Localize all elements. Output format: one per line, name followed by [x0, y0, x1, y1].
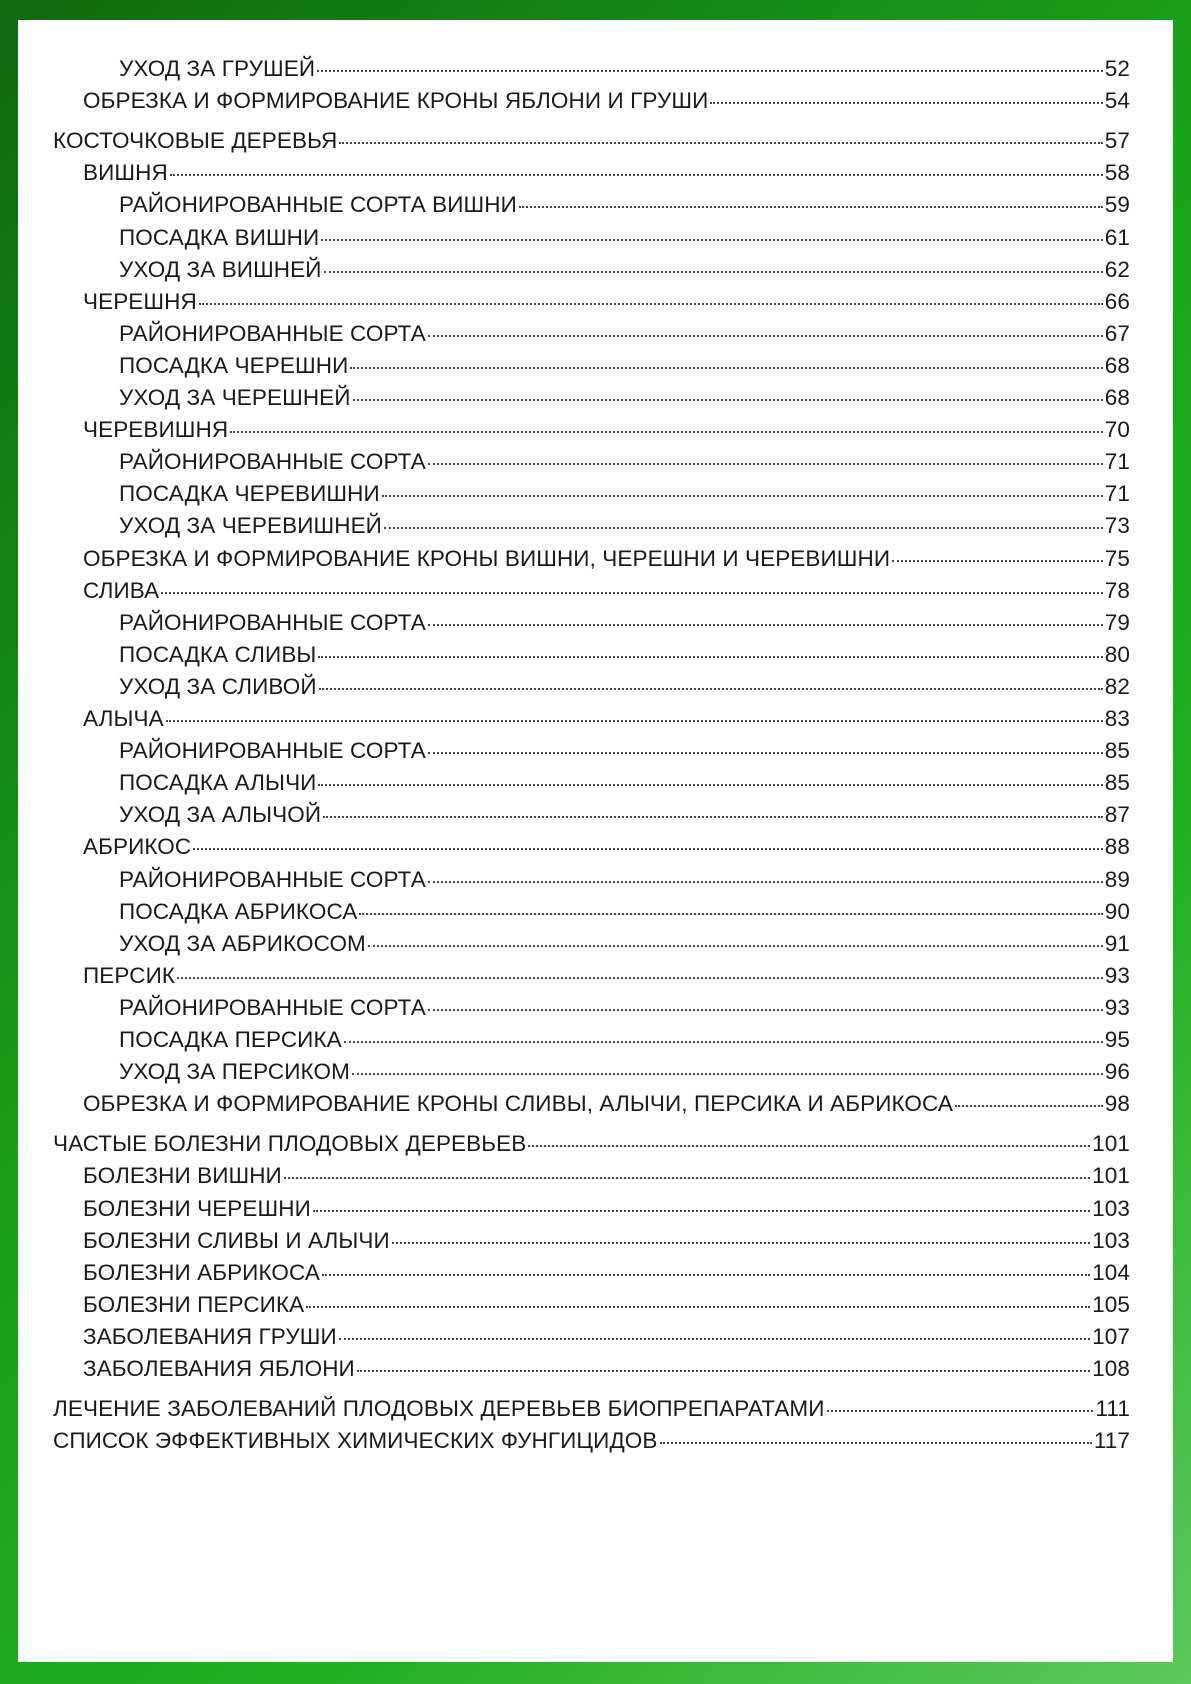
- toc-entry-page: 85: [1104, 770, 1130, 796]
- toc-entry-page: 95: [1104, 1027, 1130, 1052]
- toc-entry-title: ЧАСТЫЕ БОЛЕЗНИ ПЛОДОВЫХ ДЕРЕВЬЕВ: [53, 1131, 527, 1157]
- toc-entry-title: ПОСАДКА ПЕРСИКА: [119, 1027, 342, 1052]
- dot-leader: [955, 1105, 1103, 1107]
- toc-entry-page: 54: [1104, 88, 1130, 114]
- toc-entry-page: 108: [1092, 1356, 1130, 1381]
- toc-entry-title: ОБРЕЗКА И ФОРМИРОВАНИЕ КРОНЫ ВИШНИ, ЧЕРЕШНИ И ЧЕРЕВИШНИ: [83, 545, 891, 571]
- dot-leader: [177, 977, 1103, 979]
- toc-entry[interactable]: [119, 738, 1130, 772]
- toc-entry[interactable]: [83, 706, 1130, 740]
- toc-entry[interactable]: [119, 770, 1130, 804]
- toc-entry-page: 71: [1104, 481, 1130, 507]
- dot-leader: [166, 720, 1103, 722]
- toc-entry-page: 57: [1104, 128, 1130, 154]
- toc-entry-title: РАЙОНИРОВАННЫЕ СОРТА: [119, 320, 426, 346]
- toc-entry[interactable]: [119, 481, 1130, 515]
- toc-entry-title: РАЙОНИРОВАННЫЕ СОРТА: [119, 738, 426, 764]
- toc-entry[interactable]: [119, 192, 1130, 226]
- dot-leader: [339, 1338, 1090, 1340]
- dot-leader: [382, 495, 1103, 497]
- toc-entry-page: 80: [1104, 641, 1130, 667]
- toc-entry[interactable]: [83, 1324, 1130, 1358]
- toc-entry-page: 87: [1104, 802, 1130, 828]
- dot-leader: [344, 1041, 1103, 1043]
- toc-entry[interactable]: [53, 1396, 1130, 1430]
- toc-entry-title: ПОСАДКА ЧЕРЕШНИ: [119, 352, 349, 378]
- toc-entry[interactable]: [119, 642, 1130, 676]
- toc-entry-page: 103: [1092, 1195, 1130, 1221]
- toc-entry[interactable]: [119, 449, 1130, 483]
- toc-entry-page: 105: [1092, 1291, 1130, 1317]
- toc-entry[interactable]: [83, 1356, 1130, 1390]
- dot-leader: [428, 463, 1103, 465]
- toc-entry-page: 85: [1104, 738, 1130, 764]
- toc-entry-page: 61: [1104, 224, 1130, 250]
- toc-entry-title: УХОД ЗА ПЕРСИКОМ: [119, 1059, 350, 1085]
- toc-entry-title: БОЛЕЗНИ АБРИКОСА: [83, 1259, 320, 1285]
- toc-entry-page: 98: [1104, 1091, 1130, 1117]
- toc-entry-title: ПОСАДКА ВИШНИ: [119, 224, 320, 250]
- toc-entry-title: ЛЕЧЕНИЕ ЗАБОЛЕВАНИЙ ПЛОДОВЫХ ДЕРЕВЬЕВ БИОПРЕПАРАТАМИ: [53, 1396, 825, 1422]
- toc-entry-title: ПОСАДКА АБРИКОСА: [119, 898, 358, 924]
- toc-entry[interactable]: [119, 56, 1130, 90]
- toc-entry[interactable]: [83, 1163, 1130, 1197]
- toc-entry-page: 68: [1104, 352, 1130, 378]
- toc-entry-title: АБРИКОС: [83, 834, 192, 860]
- toc-entry-title: УХОД ЗА СЛИВОЙ: [119, 673, 317, 699]
- toc-entry-title: БОЛЕЗНИ ВИШНИ: [83, 1163, 282, 1189]
- toc-entry-page: 78: [1104, 577, 1130, 603]
- toc-entry[interactable]: [119, 674, 1130, 708]
- dot-leader: [170, 174, 1103, 176]
- dot-leader: [161, 592, 1103, 594]
- toc-entry-page: 62: [1104, 256, 1130, 282]
- toc-entry-page: 68: [1104, 385, 1130, 410]
- toc-entry[interactable]: [83, 1228, 1130, 1262]
- toc-entry-title: РАЙОНИРОВАННЫЕ СОРТА: [119, 866, 426, 892]
- toc-entry[interactable]: [83, 160, 1130, 194]
- toc-entry[interactable]: [83, 1196, 1130, 1230]
- dot-leader: [318, 784, 1102, 786]
- toc-entry[interactable]: [83, 88, 1130, 122]
- toc-entry-title: ЗАБОЛЕВАНИЯ ЯБЛОНИ: [83, 1356, 355, 1381]
- toc-entry[interactable]: [83, 289, 1130, 323]
- dot-leader: [318, 656, 1102, 658]
- toc-entry-title: УХОД ЗА АЛЫЧОЙ: [119, 802, 322, 828]
- toc-entry-title: ПЕРСИК: [83, 962, 176, 988]
- toc-entry-page: 71: [1104, 449, 1130, 475]
- toc-entry[interactable]: [119, 867, 1130, 901]
- toc-entry[interactable]: [83, 417, 1130, 451]
- dot-leader: [313, 1210, 1090, 1212]
- toc-entry-page: 101: [1092, 1163, 1130, 1189]
- toc-entry[interactable]: [119, 1027, 1130, 1061]
- dot-leader: [660, 1442, 1092, 1444]
- toc-entry-page: 111: [1095, 1396, 1130, 1422]
- dot-leader: [322, 1274, 1090, 1276]
- dot-leader: [323, 816, 1103, 818]
- dot-leader: [428, 881, 1103, 883]
- toc-entry-title: РАЙОНИРОВАННЫЕ СОРТА: [119, 449, 426, 475]
- toc-entry-title: УХОД ЗА АБРИКОСОМ: [119, 930, 366, 956]
- toc-entry[interactable]: [119, 353, 1130, 387]
- dot-leader: [428, 624, 1103, 626]
- toc-entry-title: ПОСАДКА ЧЕРЕВИШНИ: [119, 481, 380, 507]
- toc-entry-title: РАЙОНИРОВАННЫЕ СОРТА ВИШНИ: [119, 192, 517, 218]
- toc-entry-page: 88: [1104, 834, 1130, 860]
- dot-leader: [230, 431, 1103, 433]
- table-of-contents: [18, 20, 1173, 1662]
- dot-leader: [892, 560, 1103, 562]
- toc-entry[interactable]: [83, 578, 1130, 612]
- toc-entry[interactable]: [119, 899, 1130, 933]
- toc-entry-title: БОЛЕЗНИ ПЕРСИКА: [83, 1291, 305, 1317]
- toc-entry-title: УХОД ЗА ВИШНЕЙ: [119, 256, 322, 282]
- toc-entry-title: ЧЕРЕВИШНЯ: [83, 417, 229, 443]
- toc-entry-page: 75: [1104, 545, 1130, 571]
- toc-entry-page: 93: [1104, 994, 1130, 1020]
- toc-entry[interactable]: [119, 225, 1130, 259]
- toc-entry-title: ОБРЕЗКА И ФОРМИРОВАНИЕ КРОНЫ ЯБЛОНИ И ГРУШИ: [83, 88, 709, 114]
- toc-entry-page: 104: [1092, 1259, 1130, 1285]
- toc-entry-title: УХОД ЗА ЧЕРЕШНЕЙ: [119, 385, 351, 410]
- dot-leader: [352, 1073, 1103, 1075]
- toc-entry-title: СЛИВА: [83, 577, 160, 603]
- dot-leader: [306, 1306, 1090, 1308]
- toc-entry[interactable]: [83, 834, 1130, 868]
- toc-entry-page: 107: [1092, 1323, 1130, 1349]
- toc-entry[interactable]: [119, 802, 1130, 836]
- toc-entry-title: РАЙОНИРОВАННЫЕ СОРТА: [119, 994, 426, 1020]
- dot-leader: [710, 102, 1102, 104]
- toc-entry-title: БОЛЕЗНИ ЧЕРЕШНИ: [83, 1195, 311, 1221]
- toc-entry-title: АЛЫЧА: [83, 706, 164, 731]
- toc-entry-page: 93: [1104, 962, 1130, 988]
- dot-leader: [357, 1370, 1090, 1372]
- dot-leader: [359, 913, 1102, 915]
- toc-entry-title: СПИСОК ЭФФЕКТИВНЫХ ХИМИЧЕСКИХ ФУНГИЦИДОВ: [53, 1428, 658, 1454]
- toc-entry-page: 91: [1104, 930, 1130, 956]
- dot-leader: [353, 399, 1103, 401]
- dot-leader: [317, 70, 1103, 72]
- toc-entry[interactable]: [83, 963, 1130, 997]
- toc-entry[interactable]: [119, 513, 1130, 547]
- toc-entry-title: ОБРЕЗКА И ФОРМИРОВАНИЕ КРОНЫ СЛИВЫ, АЛЫЧИ, ПЕРСИКА И АБРИКОСА: [83, 1091, 953, 1117]
- toc-entry-page: 73: [1104, 513, 1130, 539]
- toc-entry-title: ПОСАДКА СЛИВЫ: [119, 641, 317, 667]
- toc-entry[interactable]: [53, 1131, 1130, 1165]
- toc-entry[interactable]: [83, 546, 1130, 580]
- toc-entry-title: ПОСАДКА АЛЫЧИ: [119, 770, 317, 796]
- toc-entry-title: УХОД ЗА ЧЕРЕВИШНЕЙ: [119, 513, 382, 539]
- toc-entry[interactable]: [119, 995, 1130, 1029]
- dot-leader: [428, 335, 1103, 337]
- toc-entry[interactable]: [119, 931, 1130, 965]
- toc-entry-title: ЗАБОЛЕВАНИЯ ГРУШИ: [83, 1323, 337, 1349]
- toc-entry-title: РАЙОНИРОВАННЫЕ СОРТА: [119, 609, 426, 635]
- toc-entry-page: 79: [1104, 609, 1130, 635]
- toc-entry-page: 89: [1104, 866, 1130, 892]
- dot-leader: [368, 945, 1103, 947]
- toc-entry[interactable]: [119, 257, 1130, 291]
- toc-entry[interactable]: [119, 385, 1130, 419]
- dot-leader: [321, 239, 1102, 241]
- toc-entry-title: ЧЕРЕШНЯ: [83, 288, 197, 314]
- dot-leader: [199, 303, 1103, 305]
- toc-entry[interactable]: [119, 610, 1130, 644]
- dot-leader: [384, 527, 1103, 529]
- toc-entry-title: ВИШНЯ: [83, 160, 168, 186]
- toc-entry[interactable]: [53, 1428, 1130, 1462]
- toc-entry-page: 52: [1104, 56, 1130, 81]
- toc-entry-page: 66: [1104, 288, 1130, 314]
- toc-entry-page: 90: [1104, 898, 1130, 924]
- toc-entry[interactable]: [119, 321, 1130, 355]
- dot-leader: [519, 206, 1103, 208]
- dot-leader: [193, 848, 1103, 850]
- toc-entry-title: БОЛЕЗНИ СЛИВЫ И АЛЫЧИ: [83, 1227, 390, 1253]
- toc-entry[interactable]: [83, 1260, 1130, 1294]
- toc-entry[interactable]: [83, 1292, 1130, 1326]
- toc-entry-page: 83: [1104, 706, 1130, 731]
- dot-leader: [392, 1242, 1090, 1244]
- toc-entry-page: 117: [1093, 1428, 1130, 1454]
- dot-leader: [319, 688, 1103, 690]
- toc-entry-page: 59: [1104, 192, 1130, 218]
- toc-entry-page: 70: [1104, 417, 1130, 443]
- dot-leader: [428, 752, 1103, 754]
- dot-leader: [428, 1009, 1103, 1011]
- document-page: [18, 20, 1173, 1662]
- toc-entry-title: УХОД ЗА ГРУШЕЙ: [119, 56, 316, 81]
- dot-leader: [324, 271, 1103, 273]
- toc-entry[interactable]: [83, 1091, 1130, 1125]
- dot-leader: [339, 142, 1102, 144]
- toc-entry-page: 103: [1092, 1227, 1130, 1253]
- toc-entry-page: 101: [1092, 1131, 1130, 1157]
- toc-entry[interactable]: [53, 128, 1130, 162]
- dot-leader: [350, 367, 1102, 369]
- dot-leader: [284, 1177, 1090, 1179]
- toc-entry-title: КОСТОЧКОВЫЕ ДЕРЕВЬЯ: [53, 128, 338, 154]
- dot-leader: [528, 1145, 1090, 1147]
- toc-entry-page: 96: [1104, 1059, 1130, 1085]
- toc-entry[interactable]: [119, 1059, 1130, 1093]
- dot-leader: [827, 1410, 1094, 1412]
- toc-entry-page: 82: [1104, 673, 1130, 699]
- toc-entry-page: 58: [1104, 160, 1130, 186]
- toc-entry-page: 67: [1104, 320, 1130, 346]
